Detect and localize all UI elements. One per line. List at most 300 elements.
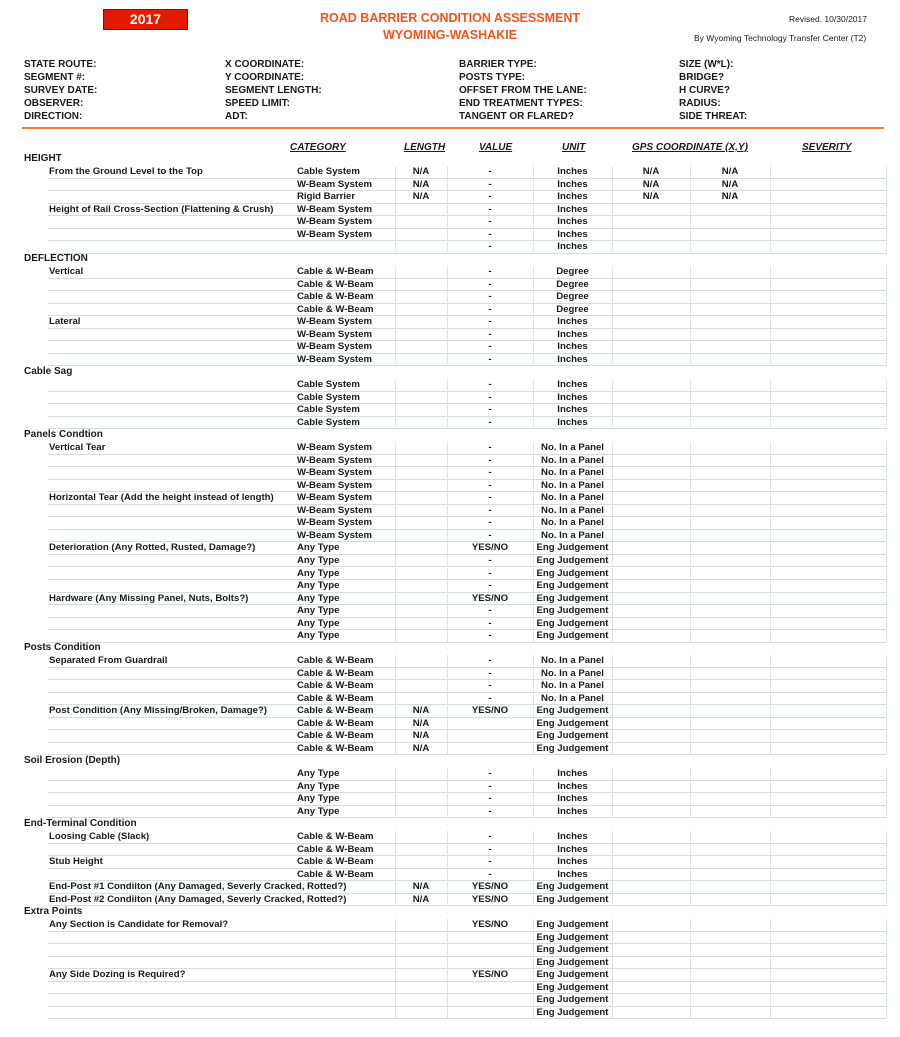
cell-divider bbox=[612, 856, 613, 869]
table-row bbox=[48, 605, 886, 618]
cell-divider bbox=[690, 969, 691, 982]
length-cell: N/A bbox=[412, 166, 430, 177]
cell-divider bbox=[612, 869, 613, 882]
value-cell: YES/NO bbox=[471, 592, 509, 604]
table-row bbox=[48, 994, 886, 1007]
field-label: BRIDGE? bbox=[679, 72, 724, 83]
unit-cell: Eng Judgement bbox=[536, 919, 609, 930]
value-cell: - bbox=[488, 793, 492, 805]
category-cell: W-Beam System bbox=[297, 178, 372, 190]
cell-divider bbox=[395, 279, 396, 292]
value-cell: - bbox=[488, 492, 492, 504]
severity-cell[interactable] bbox=[770, 291, 887, 304]
value-cell: - bbox=[488, 178, 492, 190]
cell-divider bbox=[690, 730, 691, 743]
length-cell: N/A bbox=[412, 717, 430, 729]
severity-cell[interactable] bbox=[770, 279, 887, 292]
cell-divider bbox=[395, 932, 396, 945]
item-label: Hardware (Any Missing Panel, Nuts, Bolts?) bbox=[49, 592, 249, 604]
severity-cell[interactable] bbox=[770, 869, 887, 882]
length-cell: N/A bbox=[412, 730, 430, 742]
unit-cell: Eng Judgement bbox=[536, 567, 609, 579]
unit-cell: Inches bbox=[557, 353, 588, 365]
cell-divider bbox=[395, 442, 396, 455]
severity-cell[interactable] bbox=[770, 404, 887, 417]
cell-divider bbox=[690, 881, 691, 894]
header-fields-col2 bbox=[225, 58, 322, 123]
severity-cell[interactable] bbox=[770, 166, 887, 179]
cell-divider bbox=[612, 505, 613, 518]
cell-divider bbox=[447, 743, 448, 756]
category-cell: Cable & W-Beam bbox=[297, 680, 374, 692]
severity-cell[interactable] bbox=[770, 730, 887, 743]
severity-cell[interactable] bbox=[770, 467, 887, 480]
cell-divider bbox=[690, 944, 691, 957]
category-cell: Any Type bbox=[297, 605, 340, 617]
severity-cell[interactable] bbox=[770, 856, 887, 869]
cell-divider bbox=[690, 480, 691, 493]
cell-divider bbox=[690, 517, 691, 530]
category-cell: W-Beam System bbox=[297, 228, 372, 240]
unit-cell: No. In a Panel bbox=[541, 492, 604, 504]
severity-cell[interactable] bbox=[770, 944, 887, 957]
category-cell: Any Type bbox=[297, 542, 340, 554]
value-cell: - bbox=[488, 479, 492, 491]
category-cell: Cable System bbox=[297, 379, 360, 390]
cell-divider bbox=[395, 806, 396, 819]
severity-cell[interactable] bbox=[770, 555, 887, 568]
severity-cell[interactable] bbox=[770, 204, 887, 217]
category-cell: Cable System bbox=[297, 416, 360, 428]
severity-cell[interactable] bbox=[770, 216, 887, 229]
cell-divider bbox=[612, 693, 613, 706]
cell-divider bbox=[690, 392, 691, 405]
gps-x-cell: N/A bbox=[642, 178, 660, 190]
cell-divider bbox=[690, 768, 691, 781]
cell-divider bbox=[447, 932, 448, 945]
severity-cell[interactable] bbox=[770, 266, 887, 279]
form-title: ROAD BARRIER CONDITION ASSESSMENT bbox=[320, 11, 580, 25]
severity-cell[interactable] bbox=[770, 655, 887, 668]
severity-cell[interactable] bbox=[770, 492, 887, 505]
unit-cell: Inches bbox=[557, 379, 588, 390]
unit-cell: No. In a Panel bbox=[541, 529, 604, 541]
cell-divider bbox=[395, 379, 396, 392]
unit-cell: Degree bbox=[556, 278, 589, 290]
severity-cell[interactable] bbox=[770, 705, 887, 718]
cell-divider bbox=[612, 455, 613, 468]
category-cell: Cable System bbox=[297, 391, 360, 403]
category-cell: W-Beam System bbox=[297, 504, 372, 516]
cell-divider bbox=[612, 442, 613, 455]
severity-cell[interactable] bbox=[770, 957, 887, 970]
item-label: End-Post #2 Condiiton (Any Damaged, Severly Cracked, Rotted?) bbox=[49, 893, 347, 905]
cell-divider bbox=[395, 555, 396, 568]
unit-cell: Inches bbox=[557, 241, 588, 253]
unit-cell: Inches bbox=[557, 391, 588, 403]
category-cell: Cable & W-Beam bbox=[297, 843, 374, 855]
unit-cell: Inches bbox=[557, 191, 588, 203]
value-cell: - bbox=[488, 517, 492, 529]
severity-cell[interactable] bbox=[770, 442, 887, 455]
severity-cell[interactable] bbox=[770, 781, 887, 794]
cell-divider bbox=[395, 831, 396, 844]
value-cell: - bbox=[488, 667, 492, 679]
table-row bbox=[48, 593, 886, 606]
severity-cell[interactable] bbox=[770, 793, 887, 806]
table-row bbox=[48, 216, 886, 229]
severity-cell[interactable] bbox=[770, 241, 887, 254]
severity-cell[interactable] bbox=[770, 179, 887, 192]
length-cell: N/A bbox=[412, 705, 430, 717]
cell-divider bbox=[395, 618, 396, 631]
severity-cell[interactable] bbox=[770, 668, 887, 681]
cell-divider bbox=[395, 216, 396, 229]
category-cell: W-Beam System bbox=[297, 479, 372, 491]
severity-cell[interactable] bbox=[770, 455, 887, 468]
value-cell: - bbox=[488, 617, 492, 629]
unit-cell: Eng Judgement bbox=[536, 893, 609, 905]
value-cell: - bbox=[488, 203, 492, 215]
value-cell: - bbox=[488, 605, 492, 617]
cell-divider bbox=[395, 768, 396, 781]
cell-divider bbox=[690, 505, 691, 518]
severity-cell[interactable] bbox=[770, 994, 887, 1007]
header-divider bbox=[22, 127, 884, 129]
cell-divider bbox=[690, 856, 691, 869]
cell-divider bbox=[395, 693, 396, 706]
severity-cell[interactable] bbox=[770, 806, 887, 819]
unit-cell: Eng Judgement bbox=[536, 881, 609, 893]
gps-x-cell: N/A bbox=[642, 166, 660, 177]
unit-cell: Eng Judgement bbox=[536, 1006, 609, 1018]
cell-divider bbox=[612, 304, 613, 317]
severity-cell[interactable] bbox=[770, 593, 887, 606]
category-cell: W-Beam System bbox=[297, 492, 372, 504]
category-cell: W-Beam System bbox=[297, 442, 372, 453]
table-row bbox=[48, 1007, 886, 1020]
field-label: STATE ROUTE: bbox=[24, 59, 97, 70]
unit-cell: Inches bbox=[557, 203, 588, 215]
cell-divider bbox=[612, 894, 613, 907]
value-cell: - bbox=[488, 266, 492, 277]
table-row bbox=[48, 329, 886, 342]
value-cell: - bbox=[488, 353, 492, 365]
severity-cell[interactable] bbox=[770, 392, 887, 405]
cell-divider bbox=[690, 919, 691, 932]
table-row bbox=[48, 279, 886, 292]
severity-cell[interactable] bbox=[770, 580, 887, 593]
column-header-value: VALUE bbox=[479, 142, 513, 153]
cell-divider bbox=[690, 329, 691, 342]
cell-divider bbox=[395, 304, 396, 317]
cell-divider bbox=[690, 994, 691, 1007]
cell-divider bbox=[690, 1007, 691, 1020]
field-label: H CURVE? bbox=[679, 85, 730, 96]
category-cell: W-Beam System bbox=[297, 517, 372, 529]
cell-divider bbox=[612, 668, 613, 681]
category-cell: Any Type bbox=[297, 793, 340, 805]
cell-divider bbox=[690, 580, 691, 593]
category-cell: Cable & W-Beam bbox=[297, 717, 374, 729]
category-cell: Any Type bbox=[297, 617, 340, 629]
unit-cell: Inches bbox=[557, 843, 588, 855]
unit-cell: No. In a Panel bbox=[541, 442, 604, 453]
form-subtitle: WYOMING-WASHAKIE bbox=[382, 28, 518, 42]
cell-divider bbox=[612, 982, 613, 995]
cell-divider bbox=[612, 580, 613, 593]
cell-divider bbox=[612, 1007, 613, 1020]
category-cell: Cable & W-Beam bbox=[297, 705, 374, 717]
severity-cell[interactable] bbox=[770, 568, 887, 581]
item-label: Height of Rail Cross-Section (Flattening & Crush) bbox=[49, 203, 274, 215]
severity-cell[interactable] bbox=[770, 680, 887, 693]
cell-divider bbox=[690, 932, 691, 945]
cell-divider bbox=[612, 705, 613, 718]
cell-divider bbox=[690, 229, 691, 242]
cell-divider bbox=[612, 291, 613, 304]
value-cell: - bbox=[488, 391, 492, 403]
section-title: Soil Erosion (Depth) bbox=[24, 755, 121, 766]
cell-divider bbox=[395, 505, 396, 518]
unit-cell: No. In a Panel bbox=[541, 454, 604, 466]
cell-divider bbox=[395, 568, 396, 581]
cell-divider bbox=[612, 768, 613, 781]
severity-cell[interactable] bbox=[770, 229, 887, 242]
field-label: BARRIER TYPE: bbox=[459, 59, 537, 70]
unit-cell: Eng Judgement bbox=[536, 931, 609, 943]
cell-divider bbox=[690, 806, 691, 819]
unit-cell: Inches bbox=[557, 328, 588, 340]
cell-divider bbox=[612, 480, 613, 493]
severity-cell[interactable] bbox=[770, 768, 887, 781]
severity-cell[interactable] bbox=[770, 894, 887, 907]
table-row bbox=[48, 630, 886, 643]
cell-divider bbox=[690, 354, 691, 367]
category-cell: W-Beam System bbox=[297, 216, 372, 228]
cell-divider bbox=[612, 957, 613, 970]
severity-cell[interactable] bbox=[770, 618, 887, 631]
cell-divider bbox=[612, 417, 613, 430]
cell-divider bbox=[690, 831, 691, 844]
value-cell: - bbox=[488, 843, 492, 855]
category-cell: Cable & W-Beam bbox=[297, 868, 374, 880]
category-cell: Any Type bbox=[297, 768, 340, 779]
item-label: Post Condition (Any Missing/Broken, Damage?) bbox=[49, 705, 268, 717]
cell-divider bbox=[690, 693, 691, 706]
cell-divider bbox=[690, 743, 691, 756]
cell-divider bbox=[690, 894, 691, 907]
item-label: Vertical Tear bbox=[49, 442, 106, 453]
cell-divider bbox=[690, 793, 691, 806]
severity-cell[interactable] bbox=[770, 693, 887, 706]
category-cell: W-Beam System bbox=[297, 203, 372, 215]
severity-cell[interactable] bbox=[770, 379, 887, 392]
unit-cell: Eng Judgement bbox=[536, 981, 609, 993]
severity-cell[interactable] bbox=[770, 542, 887, 555]
value-cell: YES/NO bbox=[471, 893, 509, 905]
severity-cell[interactable] bbox=[770, 969, 887, 982]
table-row bbox=[48, 869, 886, 882]
category-cell: W-Beam System bbox=[297, 353, 372, 365]
severity-cell[interactable] bbox=[770, 919, 887, 932]
cell-divider bbox=[612, 216, 613, 229]
cell-divider bbox=[395, 844, 396, 857]
cell-divider bbox=[612, 844, 613, 857]
category-cell: W-Beam System bbox=[297, 467, 372, 479]
table-row bbox=[48, 944, 886, 957]
cell-divider bbox=[690, 718, 691, 731]
cell-divider bbox=[395, 517, 396, 530]
cell-divider bbox=[612, 467, 613, 480]
cell-divider bbox=[395, 781, 396, 794]
severity-cell[interactable] bbox=[770, 304, 887, 317]
value-cell: - bbox=[488, 416, 492, 428]
severity-cell[interactable] bbox=[770, 718, 887, 731]
unit-cell: No. In a Panel bbox=[541, 680, 604, 692]
severity-cell[interactable] bbox=[770, 844, 887, 857]
item-label: Separated From Guardrail bbox=[49, 655, 168, 666]
cell-divider bbox=[395, 542, 396, 555]
value-cell: - bbox=[488, 216, 492, 228]
column-header-length: LENGTH bbox=[404, 142, 446, 153]
field-label: ADT: bbox=[225, 111, 248, 122]
cell-divider bbox=[690, 869, 691, 882]
severity-cell[interactable] bbox=[770, 932, 887, 945]
severity-cell[interactable] bbox=[770, 605, 887, 618]
table-row bbox=[48, 266, 886, 279]
column-header-severity: SEVERITY bbox=[802, 142, 852, 153]
cell-divider bbox=[612, 229, 613, 242]
cell-divider bbox=[395, 580, 396, 593]
unit-cell: Eng Judgement bbox=[536, 717, 609, 729]
severity-cell[interactable] bbox=[770, 417, 887, 430]
table-row bbox=[48, 982, 886, 995]
category-cell: Cable & W-Beam bbox=[297, 692, 374, 704]
severity-cell[interactable] bbox=[770, 982, 887, 995]
severity-cell[interactable] bbox=[770, 341, 887, 354]
table-row bbox=[48, 793, 886, 806]
field-label: POSTS TYPE: bbox=[459, 72, 526, 83]
cell-divider bbox=[690, 316, 691, 329]
cell-divider bbox=[690, 492, 691, 505]
cell-divider bbox=[612, 568, 613, 581]
unit-cell: Eng Judgement bbox=[536, 994, 609, 1006]
cell-divider bbox=[395, 605, 396, 618]
year-badge: 2017 bbox=[103, 9, 188, 30]
unit-cell: No. In a Panel bbox=[541, 504, 604, 516]
field-label: TANGENT OR FLARED? bbox=[459, 111, 574, 122]
cell-divider bbox=[447, 957, 448, 970]
cell-divider bbox=[690, 467, 691, 480]
cell-divider bbox=[612, 730, 613, 743]
cell-divider bbox=[395, 354, 396, 367]
cell-divider bbox=[395, 919, 396, 932]
severity-cell[interactable] bbox=[770, 530, 887, 543]
unit-cell: Inches bbox=[557, 216, 588, 228]
severity-cell[interactable] bbox=[770, 1007, 887, 1020]
category-cell: Cable & W-Beam bbox=[297, 667, 374, 679]
severity-cell[interactable] bbox=[770, 316, 887, 329]
row-divider bbox=[48, 1018, 886, 1019]
section-title: DEFLECTION bbox=[24, 253, 88, 264]
table-row bbox=[48, 417, 886, 430]
field-label: DIRECTION: bbox=[24, 111, 83, 122]
severity-cell[interactable] bbox=[770, 329, 887, 342]
item-label: Lateral bbox=[49, 316, 81, 328]
table-row bbox=[48, 768, 886, 781]
severity-cell[interactable] bbox=[770, 191, 887, 204]
cell-divider bbox=[395, 404, 396, 417]
category-cell: Cable & W-Beam bbox=[297, 303, 374, 315]
category-cell: W-Beam System bbox=[297, 328, 372, 340]
severity-cell[interactable] bbox=[770, 743, 887, 756]
cell-divider bbox=[612, 542, 613, 555]
cell-divider bbox=[612, 204, 613, 217]
table-row bbox=[48, 467, 886, 480]
cell-divider bbox=[612, 530, 613, 543]
cell-divider bbox=[690, 266, 691, 279]
cell-divider bbox=[612, 793, 613, 806]
severity-cell[interactable] bbox=[770, 831, 887, 844]
section-title: HEIGHT bbox=[24, 153, 62, 164]
cell-divider bbox=[612, 881, 613, 894]
revised-date: Revised. 10/30/2017 bbox=[789, 14, 867, 24]
cell-divider bbox=[395, 680, 396, 693]
severity-cell[interactable] bbox=[770, 480, 887, 493]
unit-cell: Inches bbox=[557, 768, 588, 779]
severity-cell[interactable] bbox=[770, 505, 887, 518]
category-cell: Cable & W-Beam bbox=[297, 655, 374, 666]
gps-x-cell: N/A bbox=[642, 191, 660, 203]
cell-divider bbox=[395, 668, 396, 681]
cell-divider bbox=[690, 404, 691, 417]
unit-cell: Inches bbox=[557, 316, 588, 328]
severity-cell[interactable] bbox=[770, 354, 887, 367]
cell-divider bbox=[395, 944, 396, 957]
value-cell: - bbox=[488, 692, 492, 704]
length-cell: N/A bbox=[412, 881, 430, 893]
value-cell: - bbox=[488, 768, 492, 779]
value-cell: - bbox=[488, 379, 492, 390]
value-cell: - bbox=[488, 316, 492, 328]
item-label: End-Post #1 Condiiton (Any Damaged, Severly Cracked, Rotted?) bbox=[49, 881, 347, 893]
unit-cell: Degree bbox=[556, 266, 589, 277]
severity-cell[interactable] bbox=[770, 517, 887, 530]
table-row bbox=[48, 881, 886, 894]
category-cell: Any Type bbox=[297, 580, 340, 592]
header-fields-col1 bbox=[24, 58, 97, 123]
table-row bbox=[48, 542, 886, 555]
cell-divider bbox=[395, 341, 396, 354]
cell-divider bbox=[612, 994, 613, 1007]
section-title: Cable Sag bbox=[24, 366, 73, 377]
table-row bbox=[48, 166, 886, 179]
value-cell: - bbox=[488, 868, 492, 880]
value-cell: - bbox=[488, 580, 492, 592]
cell-divider bbox=[612, 354, 613, 367]
cell-divider bbox=[395, 392, 396, 405]
cell-divider bbox=[395, 417, 396, 430]
cell-divider bbox=[612, 593, 613, 606]
cell-divider bbox=[612, 279, 613, 292]
item-label: Horizontal Tear (Add the height instead of length) bbox=[49, 492, 274, 504]
table-row bbox=[48, 831, 886, 844]
field-label: OFFSET FROM THE LANE: bbox=[459, 85, 587, 96]
severity-cell[interactable] bbox=[770, 630, 887, 643]
cell-divider bbox=[612, 316, 613, 329]
severity-cell[interactable] bbox=[770, 881, 887, 894]
